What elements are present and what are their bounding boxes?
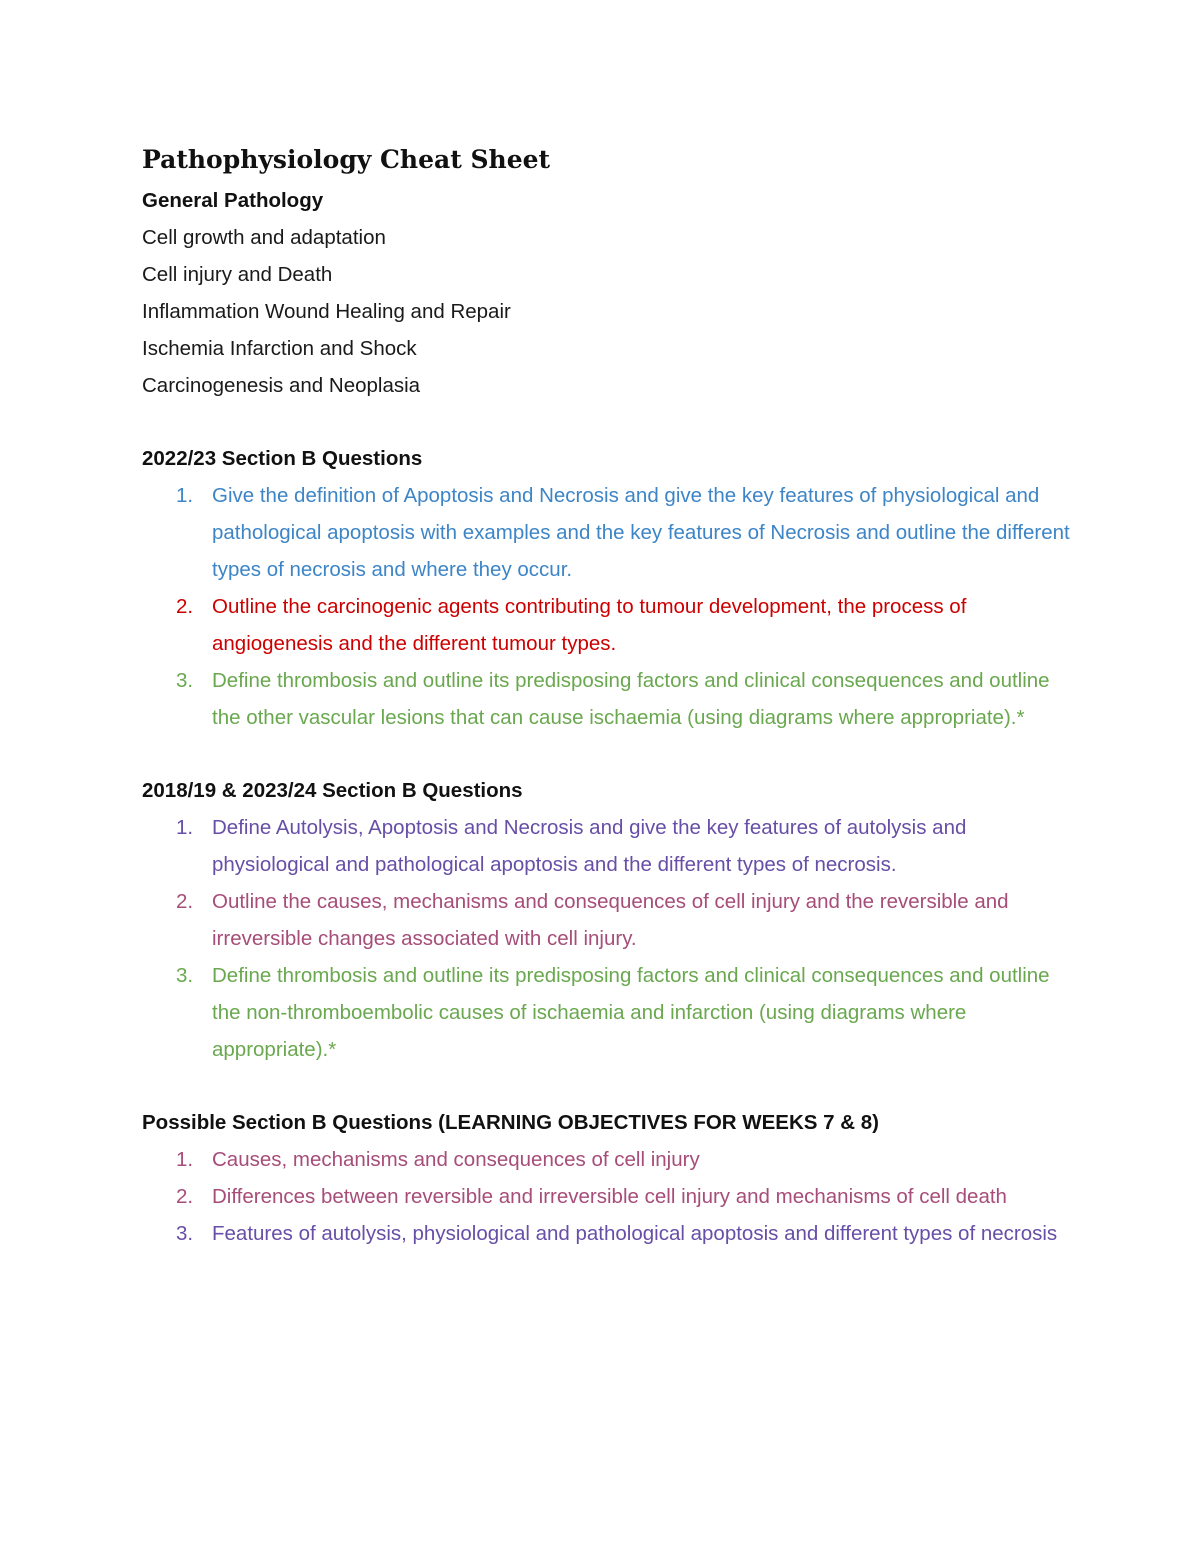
question-item bbox=[142, 809, 1072, 883]
question-list bbox=[142, 1141, 1072, 1252]
section-heading-2022-23: 2022/23 Section B Questions bbox=[142, 447, 423, 470]
question-text: Outline the causes, mechanisms and consequences of cell injury and the reversible and irreversible changes associated with cell injury. bbox=[212, 890, 1009, 950]
question-text: Define thrombosis and outline its predisposing factors and clinical consequences and outline the other vascular lesions that can cause ischaemia (using diagrams where appropriate).* bbox=[212, 669, 1050, 729]
question-item bbox=[142, 477, 1072, 588]
question-text: Differences between reversible and irreversible cell injury and mechanisms of cell death bbox=[212, 1185, 1007, 1208]
general-pathology-heading: General Pathology bbox=[142, 189, 324, 212]
question-text: Causes, mechanisms and consequences of cell injury bbox=[212, 1148, 700, 1171]
question-number: 2. bbox=[176, 1185, 194, 1208]
topic-item: Cell growth and adaptation bbox=[142, 226, 386, 249]
topic-item: Carcinogenesis and Neoplasia bbox=[142, 374, 421, 397]
question-number: 1. bbox=[176, 484, 194, 507]
section-heading-2018-19-2023-24: 2018/19 & 2023/24 Section B Questions bbox=[142, 779, 523, 802]
question-text: Features of autolysis, physiological and pathological apoptosis and different types of necrosis bbox=[212, 1222, 1058, 1245]
question-item bbox=[142, 1141, 1072, 1178]
topic-item: Ischemia Infarction and Shock bbox=[142, 337, 417, 360]
question-list bbox=[142, 809, 1072, 1068]
question-number: 3. bbox=[176, 1222, 194, 1245]
question-text: Give the definition of Apoptosis and Necrosis and give the key features of physiological and pathological apoptosis with examples and the key features of Necrosis and outline the different types of necrosis and where they occur. bbox=[212, 484, 1070, 581]
question-number: 1. bbox=[176, 1148, 194, 1171]
question-text: Define thrombosis and outline its predisposing factors and clinical consequences and outline the non-thromboembolic causes of ischaemia and infarction (using diagrams where appropriate).* bbox=[212, 964, 1050, 1061]
topic-item: Cell injury and Death bbox=[142, 263, 333, 286]
question-item bbox=[142, 1215, 1072, 1252]
question-item bbox=[142, 588, 1072, 662]
question-text: Outline the carcinogenic agents contributing to tumour development, the process of angiogenesis and the different tumour types. bbox=[212, 595, 967, 655]
document-page bbox=[142, 138, 1072, 1252]
question-number: 1. bbox=[176, 816, 194, 839]
question-text: Define Autolysis, Apoptosis and Necrosis and give the key features of autolysis and physiological and pathological apoptosis and the different types of necrosis. bbox=[212, 816, 967, 876]
question-item bbox=[142, 883, 1072, 957]
question-number: 2. bbox=[176, 595, 194, 618]
question-number: 3. bbox=[176, 964, 194, 987]
question-item bbox=[142, 662, 1072, 736]
question-number: 2. bbox=[176, 890, 194, 913]
question-item bbox=[142, 1178, 1072, 1215]
page-title: Pathophysiology Cheat Sheet bbox=[142, 145, 551, 174]
topic-item: Inflammation Wound Healing and Repair bbox=[142, 300, 511, 323]
question-item bbox=[142, 957, 1072, 1068]
question-number: 3. bbox=[176, 669, 194, 692]
section-heading-possible: Possible Section B Questions (LEARNING OBJECTIVES FOR WEEKS 7 & 8) bbox=[142, 1111, 879, 1134]
question-list bbox=[142, 477, 1072, 736]
